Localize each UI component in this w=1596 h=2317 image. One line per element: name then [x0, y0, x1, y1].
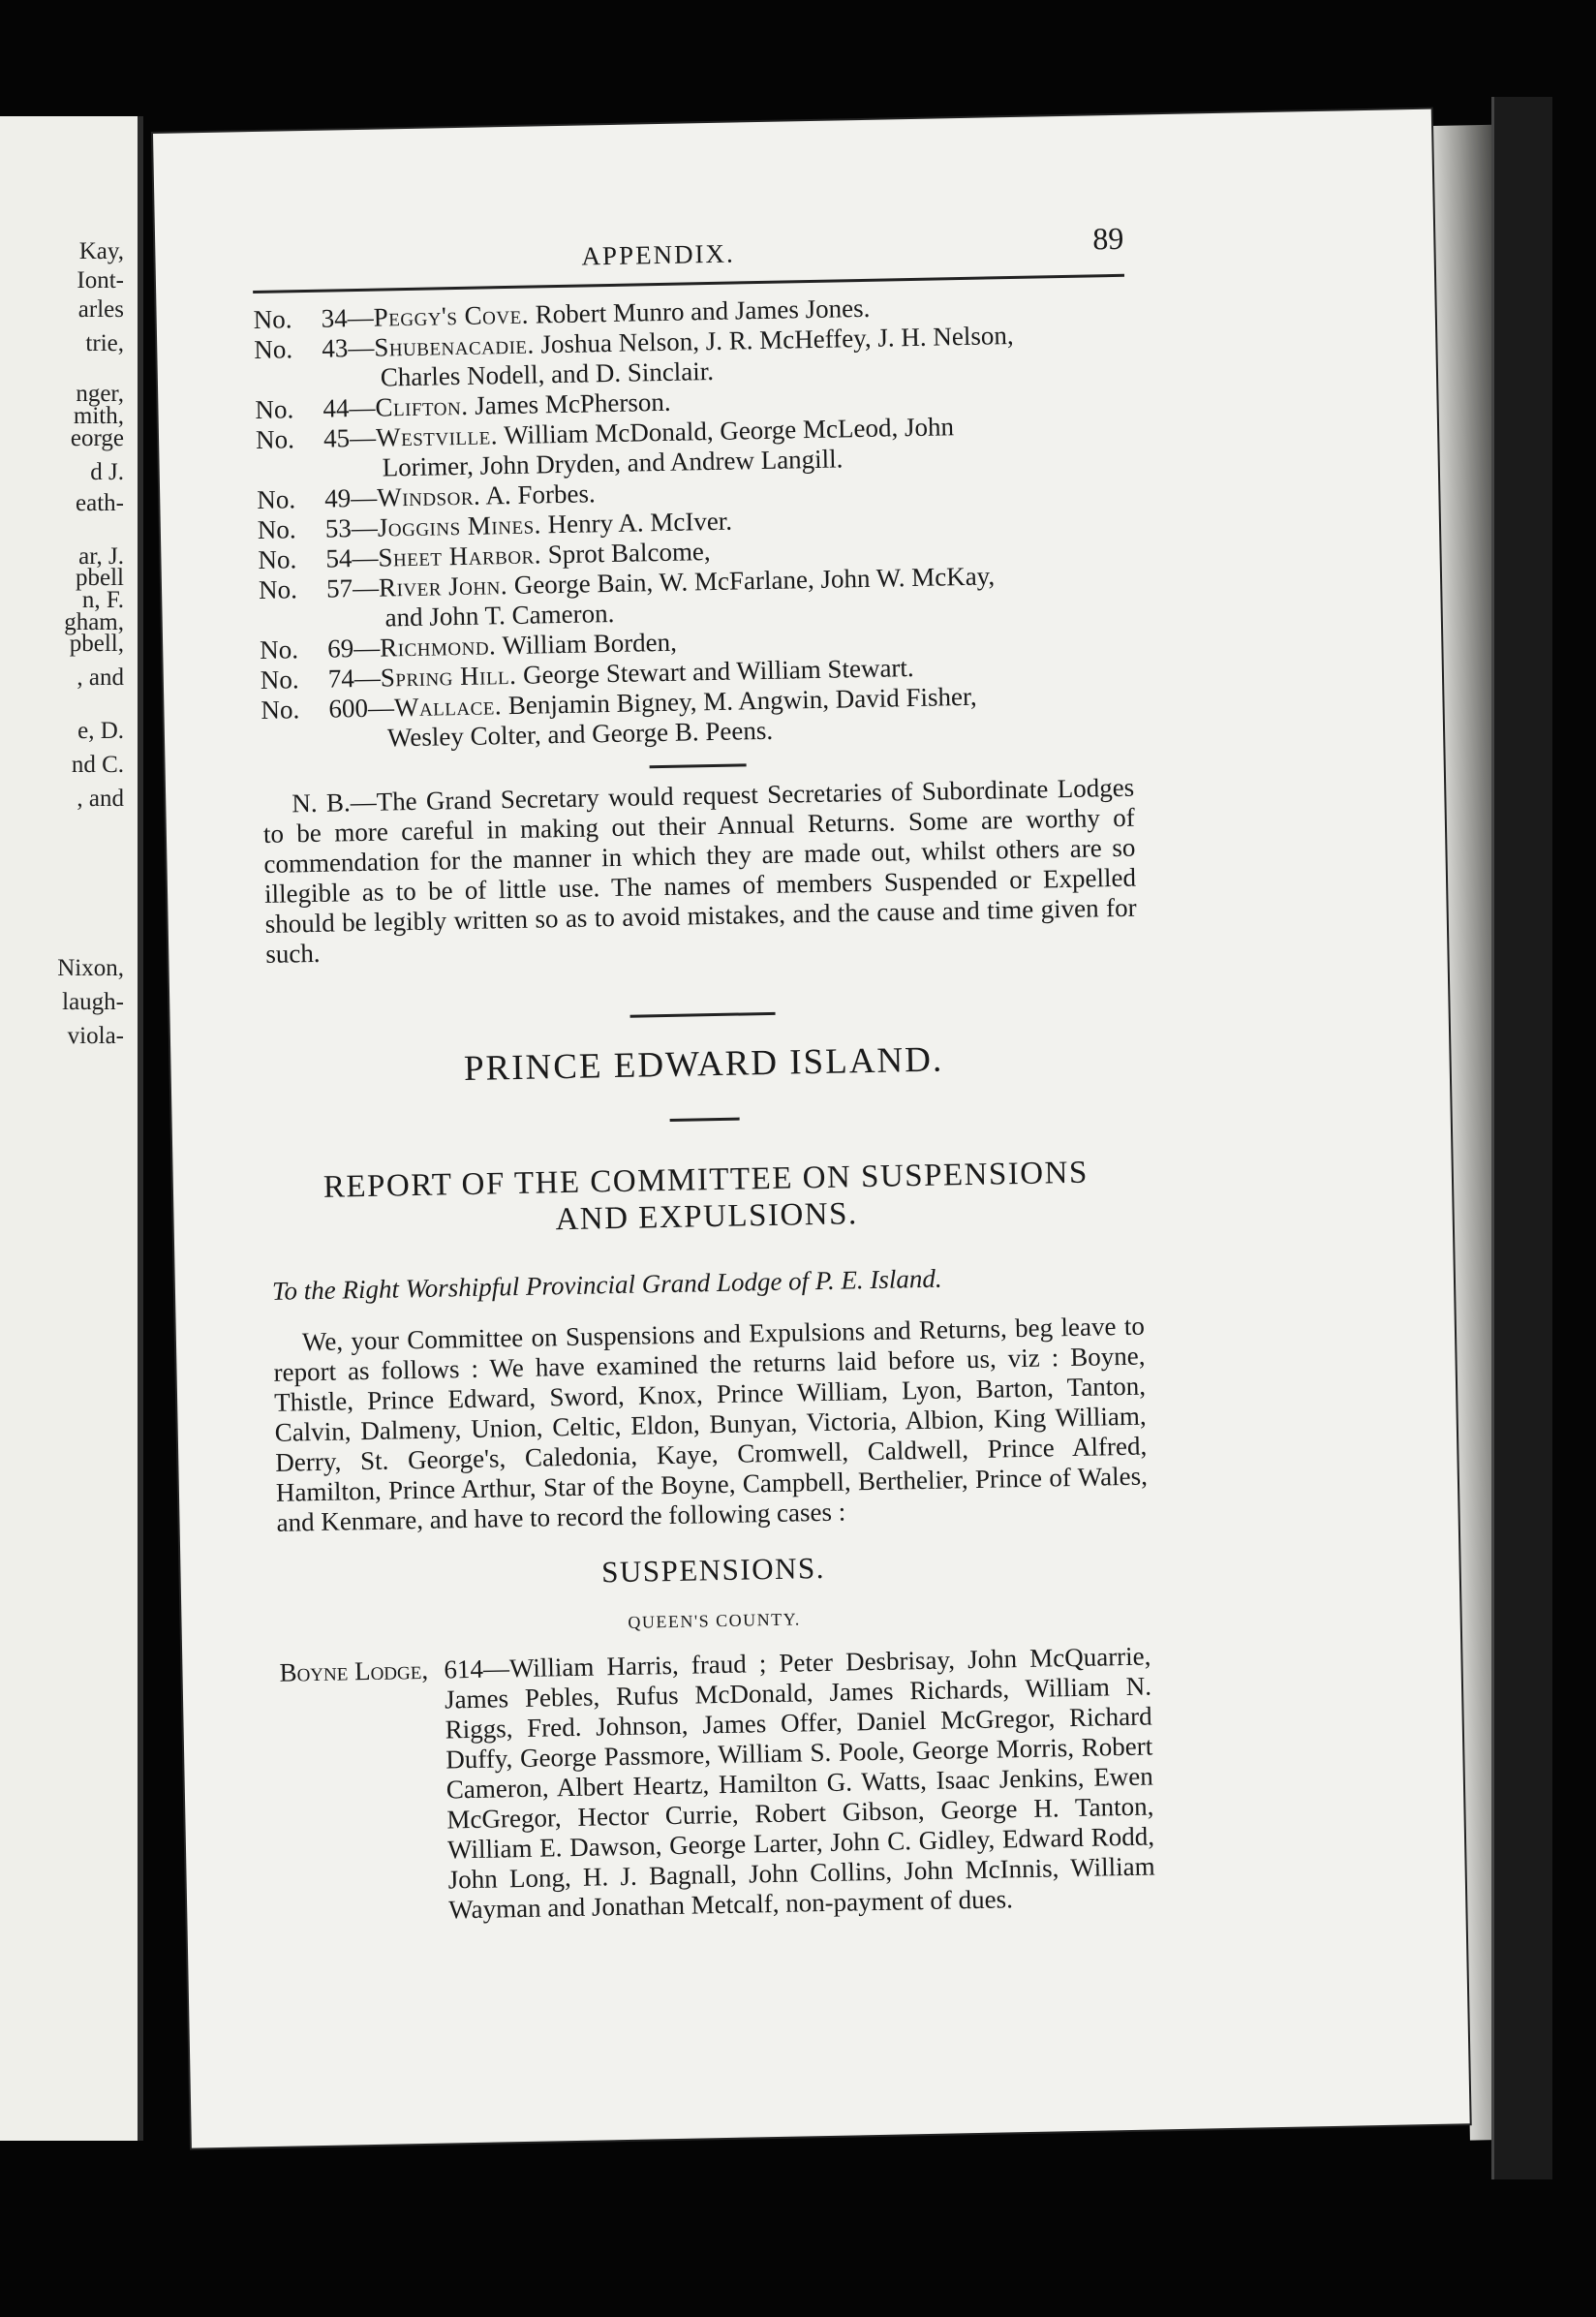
left-page-fragment: pbell, — [69, 631, 124, 657]
member-names: Robert Munro and James Jones. — [535, 293, 871, 329]
lodge-number: 57 — [325, 573, 353, 603]
entry-no-label: No. — [256, 484, 296, 515]
member-names: A. Forbes. — [485, 479, 596, 510]
entry-no-label: No. — [260, 664, 299, 695]
lodge-number: 43 — [322, 333, 349, 363]
member-names: Benjamin Bigney, M. Angwin, David Fisher, — [507, 681, 977, 721]
entry-body: 43—Shubenacadie. Joshua Nelson, J. R. McHeffey, J. H. Nelson, Charles Nodell, and D. Sinclair. — [322, 319, 1126, 394]
lodge-number: 45 — [322, 423, 351, 453]
lodge-number: 600 — [328, 693, 369, 724]
left-page-fragment: Iont- — [77, 267, 124, 293]
member-names-continued: Wesley Colter, and George B. Peens. — [386, 715, 774, 753]
section-title: PRINCE EDWARD ISLAND. — [463, 1039, 944, 1090]
entry-body: 45—Westville. William McDonald, George McLeod, John Lorimer, John Dryden, and Andrew Langill. — [323, 409, 1128, 484]
page-number: 89 — [1091, 220, 1124, 257]
lodge-number: 49 — [323, 483, 352, 513]
lodge-name: Boyne Lodge, — [279, 1654, 429, 1687]
lodge-number: 44 — [322, 393, 350, 423]
left-page-fragment: ar, J. — [78, 543, 124, 570]
book-cover-edge — [1491, 97, 1552, 2179]
page-content — [252, 220, 1155, 1929]
lodge-place: Windsor. — [376, 480, 481, 512]
lodge-place: Sheet Harbor. — [378, 540, 542, 572]
lodge-place: Richmond. — [379, 631, 497, 663]
left-page-fragment: d J. — [90, 459, 124, 485]
right-page — [153, 109, 1470, 2148]
lodge-number: 54 — [325, 543, 353, 573]
left-page-fragment: n, F. — [81, 587, 124, 613]
entry-no-label: No. — [253, 304, 292, 335]
lodge-place: Peggy's Cove. — [373, 299, 530, 332]
left-page-fragment: nd C. — [71, 752, 124, 778]
lodge-place: Wallace. — [393, 691, 503, 723]
entry-body: 49—Windsor. A. Forbes. — [323, 479, 596, 513]
left-page-fragment: eorge — [70, 425, 124, 451]
short-divider — [650, 763, 747, 768]
member-names: Sprot Balcome, — [547, 537, 711, 570]
lodge-members: 614—William Harris, fraud ; Peter Desbrisay, John McQuarrie, James Pebles, Rufus McDonald, James Richards, William N. Riggs, Fred. Johnson, James Offer, Daniel McGregor, Richard Duffy, George Passmore, William S. Poole, George Morris, Robert Cameron, Albert Heartz, Hamilton G. Watts, Isaac Jenkins, Ewen McGregor, Hector Currie, Robert Gibson, George H. Tanton, William E. Dawson, George Larter, John C. Gidley, Edward Rodd, John Long, H. J. Bagnall, John Collins, John McInnis, William Wayman and Jonathan Metcalf, non-payment of dues. — [444, 1641, 1155, 1925]
member-names: James McPherson. — [474, 386, 671, 420]
lodge-number: 74 — [327, 664, 355, 694]
lodge-number: 34 — [321, 303, 348, 333]
left-page-fragment: mith, — [73, 403, 124, 429]
lodge-entries-list — [253, 289, 1133, 756]
entry-no-label: No. — [257, 514, 296, 545]
lodge-number: 53 — [324, 513, 353, 543]
left-page-fragment: gham, — [64, 609, 124, 635]
report-title-line1: REPORT OF THE COMMITTEE ON SUSPENSIONS — [322, 1155, 1090, 1205]
report-title — [270, 1154, 1143, 1244]
report-paragraph: We, your Committee on Suspensions and Expulsions and Returns, beg leave to report as follows : We have examined the returns laid before us, viz : Boyne, Thistle, Prince Edward, Sword, Knox, Prince William, Lyon, Barton, Tanton, Calvin, Dalmeny, Union, Celtic, Eldon, Bunyan, Victoria, Albion, King William, Derry, St. George's, Caledonia, Kaye, Cromwell, Caldwell, Prince Alfred, Hamilton, Prince Arthur, Star of the Boyne, Campbell, Berthelier, Prince of Wales, and Kenmare, and have to record the following cases : — [273, 1311, 1149, 1537]
member-names: William McDonald, George McLeod, John — [503, 412, 955, 450]
member-names-continued: Lorimer, John Dryden, and Andrew Langill. — [382, 444, 844, 482]
title-divider — [670, 1118, 740, 1122]
left-page-fragment: Nixon, — [57, 955, 124, 981]
left-page-fragment: trie, — [85, 330, 124, 356]
lodge-place: River John. — [378, 571, 508, 602]
left-page-fragment: Kay, — [78, 238, 124, 264]
lodge-place: Westville. — [375, 420, 499, 452]
running-header — [252, 220, 1124, 293]
left-facing-page — [0, 116, 143, 2141]
member-names-continued: Charles Nodell, and D. Sinclair. — [380, 355, 715, 392]
left-page-fragment: laugh- — [62, 989, 124, 1015]
nb-paragraph: N. B.—The Grand Secretary would request Secretaries of Subordinate Lodges to be more careful in making out their Annual Returns. Some are worthy of commendation for the manner in which they are made out, whilst others are so illegible as to be of little use. The names of members Suspended or Expelled should be legibly written so as to avoid mistakes, and the cause and time given for such. — [262, 772, 1137, 969]
left-page-fragment: arles — [77, 296, 124, 323]
lodge-place: Shubenacadie. — [373, 329, 536, 362]
member-names: George Stewart and William Stewart. — [522, 653, 914, 690]
suspensions-heading: SUSPENSIONS. — [600, 1550, 826, 1590]
entry-body: 54—Sheet Harbor. Sprot Balcome, — [325, 537, 711, 573]
member-names: William Borden, — [502, 627, 678, 661]
entry-body: 34—Peggy's Cove. Robert Munro and James Jones. — [321, 293, 871, 333]
left-page-fragment: eath- — [76, 490, 124, 516]
entry-body: 57—River John. George Bain, W. McFarlane, John W. McKay, and John T. Cameron. — [326, 559, 1131, 634]
entry-no-label: No. — [255, 394, 294, 425]
left-page-fragment: e, D. — [77, 718, 124, 744]
report-title-line2: AND EXPULSIONS. — [555, 1196, 858, 1238]
left-page-fragment: pbell — [76, 565, 124, 591]
section-divider — [630, 1012, 776, 1018]
lodge-place: Clifton. — [375, 390, 469, 422]
member-names: Henry A. McIver. — [547, 506, 733, 540]
lodge-place: Spring Hill. — [380, 660, 517, 693]
entry-body: 44—Clifton. James McPherson. — [322, 386, 671, 423]
entry-no-label: No. — [258, 574, 298, 604]
member-names: Joshua Nelson, J. R. McHeffey, J. H. Nelson, — [540, 320, 1014, 359]
entry-body: 600—Wallace. Benjamin Bigney, M. Angwin, David Fisher, Wesley Colter, and George B. Peens. — [328, 679, 1133, 755]
left-page-fragment: , and — [77, 664, 124, 691]
left-page-fragment: nger, — [76, 381, 124, 407]
entry-no-label: No. — [255, 424, 295, 455]
entry-body: 74—Spring Hill. George Stewart and William Stewart. — [327, 653, 914, 694]
county-heading: QUEEN'S COUNTY. — [628, 1609, 801, 1632]
entry-no-label: No. — [259, 634, 299, 664]
entry-no-label: No. — [258, 544, 297, 574]
running-head-title: APPENDIX. — [581, 238, 736, 271]
entry-no-label: No. — [254, 334, 293, 365]
left-page-fragment: , and — [77, 786, 124, 812]
entry-body: 53—Joggins Mines. Henry A. McIver. — [324, 506, 733, 543]
lodge-place: Joggins Mines. — [377, 510, 542, 542]
left-page-fragment: viola- — [67, 1023, 124, 1049]
entry-body: 69—Richmond. William Borden, — [326, 627, 678, 664]
entry-no-label: No. — [261, 695, 300, 725]
member-names: George Bain, W. McFarlane, John W. McKay, — [513, 561, 996, 600]
boyne-lodge-entry — [279, 1642, 1155, 1929]
member-names-continued: and John T. Cameron. — [384, 598, 615, 633]
salutation: To the Right Worshipful Provincial Grand Lodge of P. E. Island. — [271, 1263, 942, 1306]
lodge-number: 69 — [326, 633, 354, 664]
